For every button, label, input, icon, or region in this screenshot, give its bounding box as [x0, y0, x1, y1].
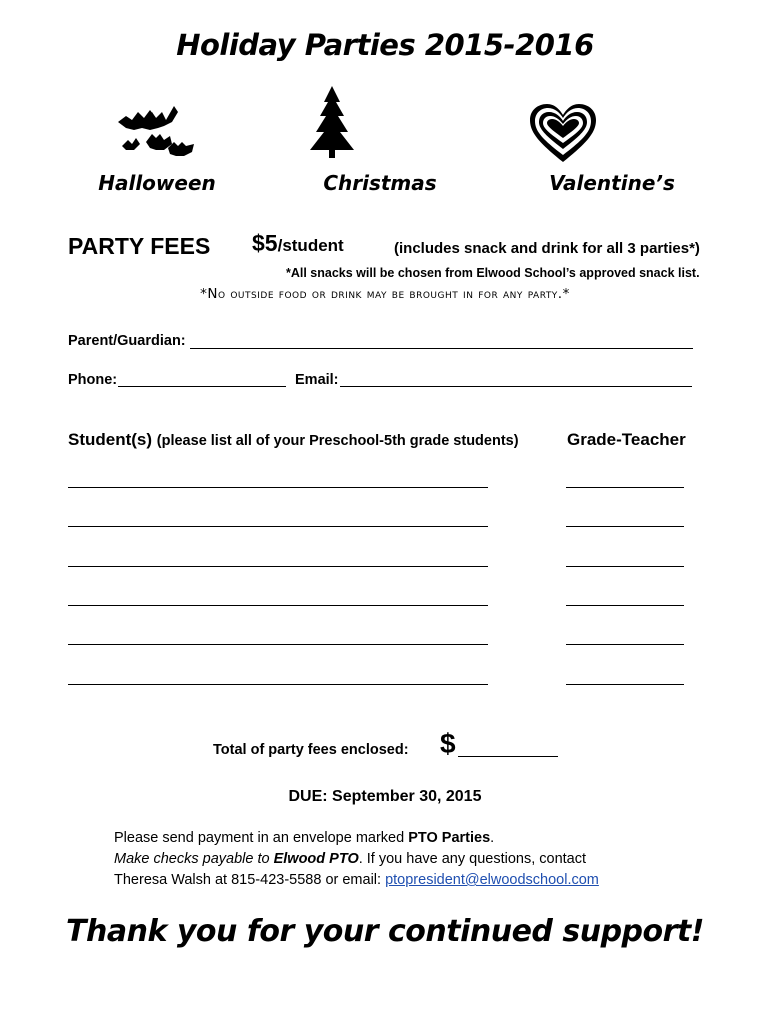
email-label: Email:	[295, 372, 339, 388]
heart-icon	[528, 102, 598, 166]
grade-teacher-line[interactable]	[566, 684, 684, 685]
holiday-label-christmas: Christmas	[323, 171, 437, 195]
parent-guardian-line[interactable]	[190, 348, 693, 349]
student-line[interactable]	[68, 605, 488, 606]
christmas-tree-icon	[304, 84, 360, 160]
grade-teacher-heading: Grade-Teacher	[567, 430, 686, 449]
parent-guardian-label: Parent/Guardian:	[68, 333, 186, 349]
students-heading-label: Student(s)	[68, 430, 153, 449]
fees-includes-note: (includes snack and drink for all 3 parties*)	[394, 240, 700, 257]
total-fees-label: Total of party fees enclosed:	[213, 742, 409, 758]
student-line[interactable]	[68, 526, 488, 527]
phone-line[interactable]	[118, 386, 286, 387]
payment-info-line-1	[114, 828, 714, 849]
student-line[interactable]	[68, 684, 488, 685]
total-dollar-sign: $	[440, 728, 456, 759]
email-line[interactable]	[340, 386, 692, 387]
questions-text: . If you have any questions, contact	[358, 851, 587, 867]
envelope-period: .	[490, 830, 495, 846]
payment-info	[114, 828, 714, 891]
fee-unit: /student	[277, 236, 344, 255]
envelope-text: Please send payment in an envelope marked	[114, 830, 409, 846]
page-title: Holiday Parties 2015-2016	[176, 28, 594, 62]
phone-label: Phone:	[68, 372, 118, 388]
grade-teacher-line[interactable]	[566, 566, 684, 567]
contact-text: Theresa Walsh at 815-423-5588 or email:	[114, 872, 386, 888]
elwood-pto-text: Elwood PTO	[273, 851, 359, 867]
party-fees-label: PARTY FEES	[68, 233, 211, 259]
payment-info-line-2	[114, 849, 714, 870]
holiday-label-halloween: Halloween	[98, 171, 216, 195]
total-amount-line[interactable]	[458, 756, 558, 757]
student-line[interactable]	[68, 566, 488, 567]
students-subheading: (please list all of your Preschool-5th grade students)	[156, 433, 519, 449]
email-link[interactable]: ptopresident@elwoodschool.com	[385, 872, 599, 888]
grade-teacher-line[interactable]	[566, 487, 684, 488]
snack-list-note: *All snacks will be chosen from Elwood School’s approved snack list.	[286, 266, 700, 280]
bats-icon	[112, 98, 202, 162]
students-heading	[68, 430, 519, 450]
checks-payable-text: Make checks payable to	[114, 851, 274, 867]
fee-amount: $5	[252, 230, 278, 256]
payment-info-line-3	[114, 870, 714, 891]
no-outside-food-note: *No outside food or drink may be brought in for any party.*	[200, 286, 570, 302]
holiday-label-valentines: Valentine’s	[549, 171, 675, 195]
thank-you-message: Thank you for your continued support!	[66, 914, 704, 949]
grade-teacher-line[interactable]	[566, 526, 684, 527]
grade-teacher-line[interactable]	[566, 644, 684, 645]
party-fees-amount	[252, 230, 344, 257]
grade-teacher-line[interactable]	[566, 605, 684, 606]
student-line[interactable]	[68, 644, 488, 645]
student-line[interactable]	[68, 487, 488, 488]
due-date: DUE: September 30, 2015	[288, 788, 482, 805]
pto-parties-text: PTO Parties	[408, 830, 491, 846]
